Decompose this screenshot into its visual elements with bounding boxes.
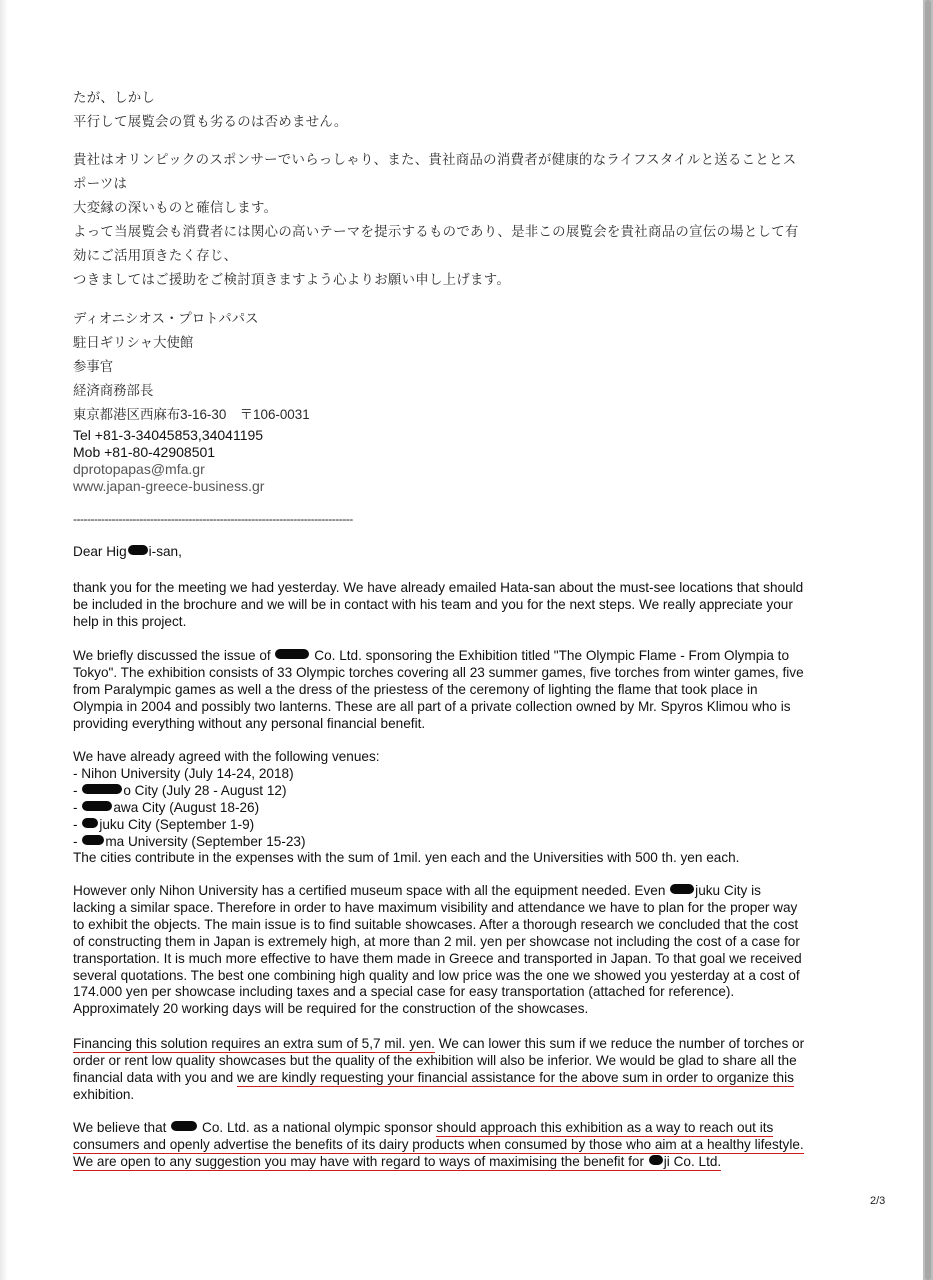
jp-line: たが、しかし xyxy=(73,90,156,105)
paragraph-line: exhibition. xyxy=(73,1086,135,1102)
text-span: ji Co. Ltd. xyxy=(663,1153,722,1169)
text-span: Co. Ltd. as a national olympic sponsor xyxy=(198,1120,437,1135)
text-span: ma University (September 15-23) xyxy=(105,833,306,849)
text-span: - xyxy=(73,833,82,849)
paragraph-line xyxy=(73,1137,804,1154)
venue-item xyxy=(73,783,739,800)
text-span: financial data with you and xyxy=(73,1069,237,1085)
text-span: We believe that xyxy=(73,1120,171,1135)
contact-email[interactable]: dprotopapas@mfa.gr xyxy=(73,461,205,477)
paragraph-line xyxy=(73,883,802,900)
text-span: However only Nihon University has a certified museum space with all the equipment needed. Even xyxy=(73,883,670,898)
paragraph-line: providing everything without any personal financial benefit. xyxy=(73,715,426,731)
venue-item xyxy=(73,800,739,817)
paragraph-line xyxy=(73,648,804,665)
contact-block xyxy=(73,427,264,495)
text-span: - xyxy=(73,816,82,832)
paragraph-line: be included in the brochure and we will be in contact with his team and you for the next steps. We really appreciate your xyxy=(73,596,793,612)
greeting-text: i-san, xyxy=(148,544,182,559)
jp-line: 平行して展覧会の質も劣るのは否めません。 xyxy=(73,114,348,129)
paragraph-line: Olympia in 2004 and possibly two lanterns. These are all part of a private collection owned by Mr. Spyros Klimou who is xyxy=(73,698,791,714)
greeting-text: Dear Hig xyxy=(73,544,127,559)
paragraph-line: order or rent low quality showcases but the quality of the exhibition will also be inferior. We would be glad to share all the xyxy=(73,1052,797,1068)
signature-title: 参事官 xyxy=(73,359,114,374)
signature-address: 東京都港区西麻布3-16-30 〒106-0031 xyxy=(73,407,310,422)
paragraph-line: The cities contribute in the expenses with the sum of 1mil. yen each and the Universities with 500 th. yen each. xyxy=(73,850,740,866)
redaction-mark xyxy=(171,1121,197,1131)
underlined-text: we are kindly requesting your financial assistance for the above sum in order to organize this xyxy=(237,1069,794,1085)
paragraph-line: to exhibit the objects. The main issue is to find suitable showcases. After a thorough research we concluded that the cost xyxy=(73,916,799,932)
text-span: We can lower this sum if we reduce the number of torches or xyxy=(434,1036,805,1051)
jp-line: つきましてはご援助をご検討頂きますよう心よりお願い申し上げます。 xyxy=(73,272,511,287)
paragraph-line xyxy=(73,1036,804,1053)
text-span: - xyxy=(73,799,82,815)
paragraph-line xyxy=(73,1154,804,1171)
underlined-text: consumers and openly advertise the benefits of its dairy products when consumed by those who aim at a healthy lifestyle. xyxy=(73,1136,804,1152)
page-left-edge xyxy=(0,0,8,1280)
section-divider: -------------------------------------------------------------------------------- xyxy=(73,512,353,526)
japanese-body xyxy=(73,148,799,292)
signature-dept: 経済商務部長 xyxy=(73,383,154,398)
paragraph-line: Approximately 20 working days will be required for the construction of the showcases. xyxy=(73,1001,589,1017)
paragraph-line: lacking a similar space. Therefore in order to have maximum visibility and attendance we have to plan for the proper way xyxy=(73,899,798,915)
text-span: We are open to any suggestion you may have with regard to ways of maximising the benefit for xyxy=(73,1153,648,1169)
text-span: juku City is xyxy=(695,883,761,898)
redaction-mark xyxy=(82,835,104,845)
contact-website[interactable]: www.japan-greece-business.gr xyxy=(73,478,265,494)
paragraph-line: help in this project. xyxy=(73,613,187,629)
underlined-text: Financing this solution requires an extra sum of 5,7 mil. yen. xyxy=(73,1036,435,1051)
redaction-mark xyxy=(82,818,98,828)
paragraph-line: several quotations. The best one combining high quality and low price was the one we showed you yesterday at a cost of xyxy=(73,967,800,983)
redaction-mark xyxy=(82,801,112,811)
paragraph-showcases xyxy=(73,883,802,1018)
text-span: juku City (September 1-9) xyxy=(99,816,255,832)
scrollbar[interactable] xyxy=(923,0,933,1280)
underlined-text: should approach this exhibition as a way to reach out its xyxy=(436,1120,774,1135)
paragraph-line: transportation. It is much more effective to have them made in Greece and transported in Japan. To that goal we received xyxy=(73,950,802,966)
venue-item: - Nihon University (July 14-24, 2018) xyxy=(73,765,294,781)
text-span: awa City (August 18-26) xyxy=(113,799,260,815)
contact-mob: Mob +81-80-42908501 xyxy=(73,444,216,460)
paragraph-financing xyxy=(73,1036,804,1104)
paragraph-meeting xyxy=(73,580,803,631)
paragraph-line: thank you for the meeting we had yesterday. We have already emailed Hata-san about the must-see locations that should xyxy=(73,580,804,595)
page-number: 2/3 xyxy=(870,1195,886,1207)
paragraph-venues xyxy=(73,749,739,867)
jp-line: よって当展覧会も消費者には関心の高いテーマを提示するものであり、是非この展覧会を貴社商品の宣伝の場として有 xyxy=(73,224,799,239)
paragraph-line: of constructing them in Japan is extremely high, at more than 2 mil. yen per showcase not including the cost of a case for xyxy=(73,933,800,949)
scrollbar-thumb[interactable] xyxy=(925,0,931,1280)
signature-block xyxy=(73,307,310,427)
redaction-mark xyxy=(275,649,309,659)
paragraph-line: from Paralympic games as well a the dress of the priestess of the ceremony of lighting the flame that took place in xyxy=(73,681,758,697)
redaction-mark xyxy=(82,784,122,794)
paragraph-sponsor xyxy=(73,1120,804,1171)
venue-item xyxy=(73,817,739,834)
paragraph-line xyxy=(73,1120,804,1137)
paragraph-line: 174.000 yen per showcase including taxes and a special case for easy transportation (attached for reference). xyxy=(73,984,735,1000)
signature-name: ディオニシオス・プロトパパス xyxy=(73,311,259,326)
venue-item xyxy=(73,834,739,851)
text-span: - xyxy=(73,782,82,798)
text-span: o City (July 28 - August 12) xyxy=(123,782,287,798)
jp-line: 効にご活用頂きたく存じ、 xyxy=(73,248,238,263)
text-span: We briefly discussed the issue of xyxy=(73,648,275,663)
paragraph-line xyxy=(73,1070,804,1087)
letter-greeting xyxy=(73,544,182,561)
paragraph-line: Tokyo". The exhibition consists of 33 Olympic torches covering all 23 summer games, five torches from winter games, five xyxy=(73,664,804,680)
redaction-mark xyxy=(128,545,148,555)
signature-org: 駐日ギリシャ大使館 xyxy=(73,335,194,350)
jp-line: 大変縁の深いものと確信します。 xyxy=(73,200,278,215)
redaction-mark xyxy=(670,884,694,894)
text-span: Co. Ltd. sponsoring the Exhibition titled "The Olympic Flame - From Olympia to xyxy=(310,648,790,663)
paragraph-line: We have already agreed with the following venues: xyxy=(73,749,380,764)
contact-tel: Tel +81-3-34045853,34041195 xyxy=(73,427,264,443)
redaction-mark xyxy=(649,1155,663,1165)
underlined-text xyxy=(73,1154,721,1171)
paragraph-exhibition xyxy=(73,648,804,733)
japanese-intro xyxy=(73,86,348,134)
jp-line: 貴社はオリンピックのスポンサーでいらっしゃり、また、貴社商品の消費者が健康的なライフスタイルと送ることとス xyxy=(73,152,797,167)
jp-line: ポーツは xyxy=(73,176,128,191)
